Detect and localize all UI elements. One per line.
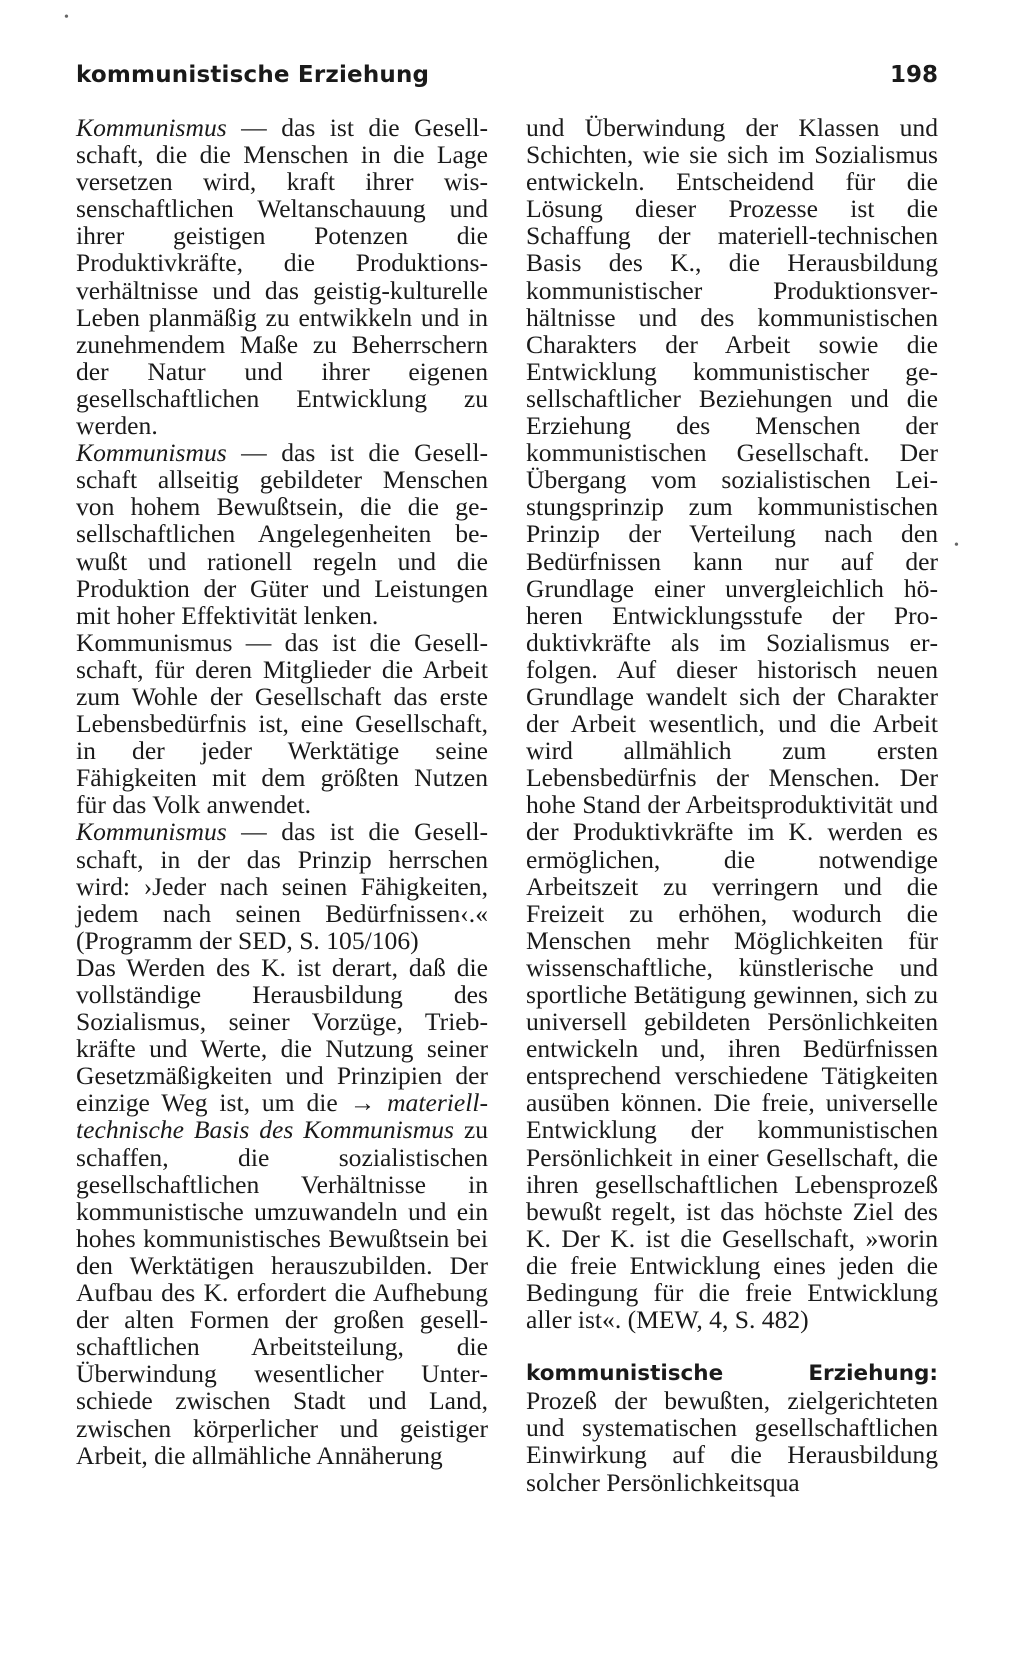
paragraph-text: zu schaffen, die sozialistischen gesellschaftlichen Verhältnisse in kommunistische umzuwandeln und ein hohes kommunistisches Bewußtsein bei den Werktätigen herauszubilden. Der Aufbau des K. erfordert die Aufhebung der alten Formen der großen gesellschaftlichen Arbeitsteilung, die Überwindung wesentlicher Unterschiede zwischen Stadt und Land, zwischen körperlicher und geistiger Arbeit, die allmähliche Annäherung bbox=[76, 1115, 488, 1470]
paragraph-text: und Überwindung der Klassen und Schichten, wie sie sich im Sozialismus entwickeln. Entscheidend für die Lösung dieser Prozesse ist die Schaffung der materiell-technischen Basis des K., die Herausbildung kommunistischer Produktionsverhältnisse und des kommunistischen Charakters der Arbeit sowie die Entwicklung kommunistischer gesellschaftlicher Beziehungen und die Erziehung des Menschen der kommunistischen Gesellschaft. Der Übergang vom sozialistischen Leistungsprinzip zum kommunistischen Prinzip der Verteilung nach den Bedürfnissen kann nur auf der Grundlage einer unvergleichlich höheren Entwicklungsstufe der Produktivkräfte als im Sozialismus erfolgen. Auf dieser historisch neuen Grundlage wandelt sich der Charakter der Arbeit wesentlich, und die Arbeit wird allmählich zum ersten Lebensbedürfnis der Menschen. Der hohe Stand der Arbeitsproduktivität und der Produktivkräfte im K. werden es ermöglichen, die notwendige Arbeitszeit zu verringern und die Freizeit zu erhöhen, wodurch die Menschen mehr Möglichkeiten für wissenschaftliche, künstlerische und sportliche Betätigung gewinnen, sich zu universell gebildeten Persönlichkeiten entwickeln und, ihren Bedürfnissen entsprechend verschiedene Tätigkeiten ausüben können. Die freie, universelle Entwicklung der kommunistischen Persönlichkeit in einer Gesellschaft, die ihren gesellschaftlichen Lebensprozeß bewußt regelt, ist das höchste Ziel des K. Der K. ist die Gesellschaft, »worin die freie Entwicklung eines jeden die Bedingung für die freie Entwicklung aller ist«. (MEW, 4, S. 482) bbox=[526, 113, 938, 1335]
paragraph-text: Kommunismus — das ist die Gesellschaft, für deren Mitglieder die Arbeit zum Wohle der Gesellschaft das erste Lebensbedürfnis ist, eine Gesellschaft, in der jeder Werktätige seine Fähigkeiten mit dem größten Nutzen für das Volk anwendet. bbox=[76, 627, 488, 820]
paragraph-kommunismus-4 bbox=[76, 818, 488, 953]
running-head bbox=[76, 62, 938, 96]
margin-dot-mark: • bbox=[954, 538, 959, 553]
paragraph-kommunismus-2 bbox=[76, 439, 488, 629]
paragraph-text: — das ist die Gesellschaft allseitig gebildeter Menschen von hohem Bewußtsein, die die gesellschaftlichen Angelegenheiten bewußt und rationell regeln und die Produktion der Güter und Leistungen mit hoher Effektivität lenken. bbox=[76, 438, 488, 630]
page-number: 198 bbox=[889, 62, 938, 88]
paragraph-kommunismus-1 bbox=[76, 114, 488, 439]
paragraph-text: Prozeß der bewußten, zielgerichteten und systematischen gesellschaftlichen Einwirkung auf die Herausbildung solcher Persönlichkeitsqua bbox=[526, 1386, 938, 1497]
paragraph-kommunismus-3 bbox=[76, 629, 488, 819]
paragraph-term: Kommunismus bbox=[76, 113, 227, 142]
paragraph-text: — das ist die Gesellschaft, die die Menschen in die Lage versetzen wird, kraft ihrer wissenschaftlichen Weltanschauung und ihrer geistigen Potenzen die Produktivkräfte, die Produktionsverhältnisse und das geistig-kulturelle Leben planmäßig zu entwikkeln und in zunehmendem Maße zu Beherrschern der Natur und ihrer eigenen gesellschaftlichen Entwicklung zu werden. bbox=[76, 113, 488, 441]
paragraph-erziehung-definition bbox=[526, 1387, 938, 1495]
paragraph-werden-des-k bbox=[76, 954, 488, 1469]
paragraph-text: — das ist die Gesellschaft, in der das Prinzip herrschen wird: ›Jeder nach seinen Fähigkeiten, jedem nach seinen Bedürfnissen‹.« (Programm der SED, S. 105/106) bbox=[76, 817, 488, 955]
entry-heading: kommunistische Erziehung: bbox=[526, 1361, 938, 1387]
paragraph-term: Kommunismus bbox=[76, 817, 227, 847]
running-head-term: kommunistische Erziehung bbox=[76, 62, 430, 88]
paragraph-continuation bbox=[526, 114, 938, 1333]
left-column bbox=[76, 114, 488, 1469]
paragraph-term: Kommunismus bbox=[76, 438, 227, 468]
paragraph-text: Das Werden des K. ist derart, daß die vollständige Herausbildung des Sozialismus, seiner Vorzüge, Triebkräfte und Werte, die Nutzung seiner Gesetzmäßigkeiten und Prinzipien der einzige Weg ist, um die → bbox=[76, 952, 488, 1118]
corner-dot-mark: • bbox=[64, 10, 69, 25]
right-column bbox=[526, 114, 938, 1496]
cross-reference-link[interactable]: materiell-technische Basis des Kommunismus bbox=[76, 1088, 488, 1145]
